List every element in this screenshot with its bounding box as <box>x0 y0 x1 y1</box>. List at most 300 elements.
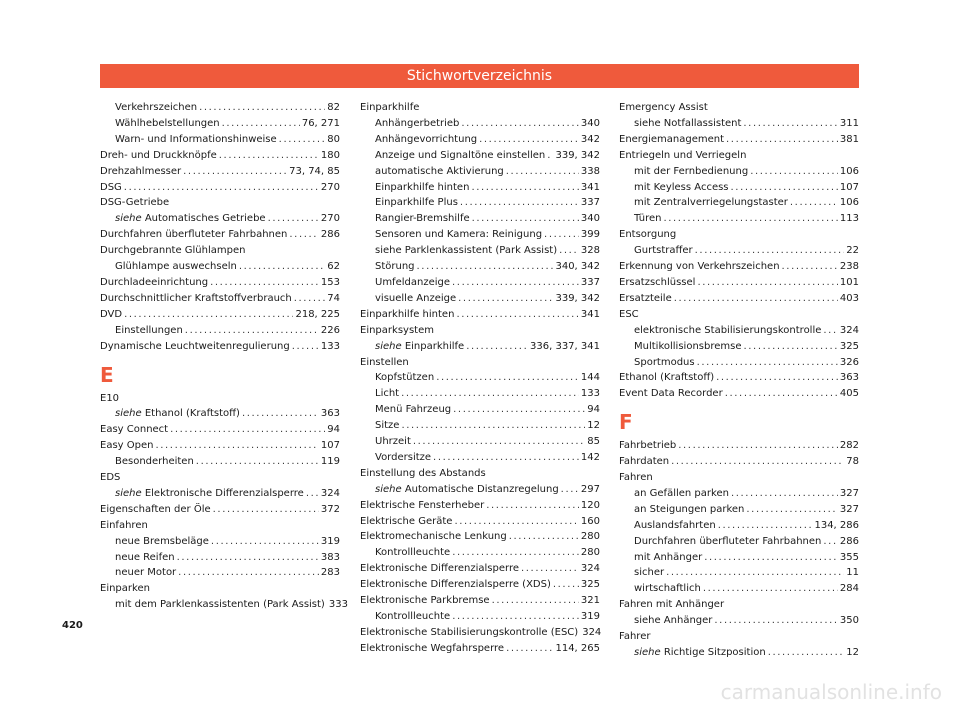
entry-label <box>100 164 181 180</box>
index-subentry <box>360 609 600 625</box>
page-reference: 340 <box>580 213 600 225</box>
entry-text: Dynamische Leuchtweitenregulierung <box>100 340 290 352</box>
index-entry <box>360 307 600 323</box>
entry-text: Sensoren und Kamera: Reinigung <box>375 229 543 241</box>
leader-dots <box>292 339 319 355</box>
index-entry <box>619 629 859 645</box>
entry-label <box>375 386 399 402</box>
leader-dots <box>177 550 319 566</box>
entry-label <box>100 275 208 291</box>
index-column-2 <box>360 100 600 657</box>
entry-text: Elektronische Differenzialsperre <box>144 487 304 499</box>
index-subentry <box>360 370 600 386</box>
entry-label <box>619 275 695 291</box>
leader-dots <box>466 339 528 355</box>
entry-text: DSG <box>100 181 122 193</box>
index-entry <box>619 438 859 454</box>
entry-text: Einstellung des Abstands <box>360 467 486 479</box>
page-reference: 282 <box>839 440 859 452</box>
index-entry <box>100 438 340 454</box>
index-entry <box>100 164 340 180</box>
entry-text: Elektronische Differenzialsperre (XDS) <box>360 579 551 591</box>
index-subentry <box>360 291 600 307</box>
entry-label <box>634 180 729 196</box>
index-entry <box>619 259 859 275</box>
index-subentry <box>619 565 859 581</box>
entry-text: elektronische Stabilisierungskontrolle <box>634 324 822 336</box>
entry-text: mit dem Parklenkassistenten (Park Assist) <box>115 599 325 611</box>
index-subentry <box>100 406 340 422</box>
leader-dots <box>559 243 579 259</box>
leader-dots <box>547 148 553 164</box>
entry-label <box>619 291 672 307</box>
entry-text: Entsorgung <box>619 229 677 241</box>
index-subentry <box>619 613 859 629</box>
entry-label <box>619 227 676 243</box>
entry-label <box>375 243 557 259</box>
entry-text: Drehzahlmesser <box>100 165 182 177</box>
leader-dots <box>213 502 319 518</box>
entry-text: Elektronische Wegfahrsperre <box>360 642 505 654</box>
page-reference: 107 <box>320 440 340 452</box>
index-entry <box>100 339 340 355</box>
entry-text: mit Zentralverriegelungstaster <box>634 197 788 209</box>
entry-text: an Gefällen parken <box>634 487 729 499</box>
entry-label <box>634 581 701 597</box>
index-letter-heading: F <box>619 410 633 435</box>
entry-text: Störung <box>375 261 415 273</box>
index-subentry <box>619 518 859 534</box>
index-entry <box>619 148 859 164</box>
entry-label <box>115 211 266 227</box>
page-reference: 399 <box>580 229 600 241</box>
entry-text: Dreh- und Druckknöpfe <box>100 149 217 161</box>
entry-label <box>100 243 245 259</box>
leader-dots <box>750 164 838 180</box>
page-reference: 270 <box>320 181 340 193</box>
entry-label <box>375 275 450 291</box>
index-entry <box>100 581 340 597</box>
index-column-3 <box>619 100 859 661</box>
entry-label <box>634 355 695 371</box>
entry-label <box>100 438 153 454</box>
index-subentry <box>360 227 600 243</box>
entry-label <box>375 227 542 243</box>
entry-text: Elektronische Stabilisierungskontrolle (ESC) <box>360 626 579 638</box>
page-reference: 106 <box>839 197 859 209</box>
entry-text: Durchladeeinrichtung <box>100 276 209 288</box>
entry-label <box>360 529 507 545</box>
index-entry <box>100 148 340 164</box>
page-reference: 120 <box>580 499 600 511</box>
leader-dots <box>183 164 287 180</box>
entry-label <box>100 148 217 164</box>
index-subentry <box>100 534 340 550</box>
index-entry <box>619 454 859 470</box>
page-reference: 280 <box>580 531 600 543</box>
entry-label <box>375 195 458 211</box>
siehe-reference: siehe <box>115 487 142 499</box>
leader-dots <box>306 486 319 502</box>
page-reference: 324 <box>320 487 340 499</box>
index-subentry <box>100 486 340 502</box>
entry-label <box>360 625 578 641</box>
entry-label <box>115 534 209 550</box>
index-subentry <box>100 116 340 132</box>
entry-text: Fahren <box>619 472 653 484</box>
entry-text: Sitze <box>375 420 400 432</box>
entry-text: Energiemanagement <box>619 133 725 145</box>
entry-label <box>619 370 714 386</box>
entry-text: Anzeige und Signaltöne einstellen <box>375 149 546 161</box>
leader-dots <box>472 211 579 227</box>
page-reference: 311 <box>839 117 859 129</box>
entry-label <box>100 227 287 243</box>
leader-dots <box>479 132 579 148</box>
index-entry <box>360 593 600 609</box>
leader-dots <box>458 291 553 307</box>
entry-label <box>619 629 650 645</box>
entry-text: neuer Motor <box>115 567 177 579</box>
page-reference: 324 <box>582 626 602 638</box>
index-subentry <box>100 454 340 470</box>
entry-label <box>360 498 484 514</box>
index-entry <box>100 422 340 438</box>
index-entry <box>619 100 859 116</box>
entry-label <box>115 454 194 470</box>
leader-dots <box>289 227 319 243</box>
leader-dots <box>452 275 579 291</box>
page-reference: 22 <box>846 245 859 257</box>
entry-text: Fahren mit Anhänger <box>619 599 725 611</box>
page-reference: 297 <box>580 483 600 495</box>
index-subentry <box>360 243 600 259</box>
leader-dots <box>294 291 326 307</box>
index-entry <box>360 355 600 371</box>
index-subentry <box>619 355 859 371</box>
page-reference: 319 <box>580 611 600 622</box>
index-subentry <box>100 132 340 148</box>
leader-dots <box>714 613 838 629</box>
page-reference: 325 <box>839 340 859 352</box>
entry-label <box>375 116 459 132</box>
leader-dots <box>461 116 579 132</box>
index-subentry <box>360 482 600 498</box>
leader-dots <box>185 323 319 339</box>
index-entry <box>100 502 340 518</box>
entry-text: siehe Notfallassistent <box>634 117 742 129</box>
entry-text: mit Anhänger <box>634 551 703 563</box>
entry-label <box>634 164 748 180</box>
leader-dots <box>506 641 553 657</box>
leader-dots <box>170 422 325 438</box>
page-reference: 101 <box>839 276 859 288</box>
index-subentry <box>619 645 859 661</box>
index-entry <box>100 243 340 259</box>
entry-label <box>619 148 746 164</box>
entry-text: siehe Parklenkassistent (Park Assist) <box>375 245 558 257</box>
entry-label <box>634 195 788 211</box>
entry-label <box>634 550 702 566</box>
entry-text: Event Data Recorder <box>619 388 723 400</box>
page-reference: 363 <box>839 372 859 384</box>
entry-text: Durchfahren überfluteter Fahrbahnen <box>100 229 288 241</box>
entry-text: Einparken <box>100 583 150 595</box>
entry-text: Erkennung von Verkehrszeichen <box>619 261 780 273</box>
page-reference: 180 <box>320 149 340 161</box>
entry-text: Durchgebrannte Glühlampen <box>100 245 246 257</box>
page-reference: 107 <box>839 181 859 193</box>
entry-label <box>360 577 551 593</box>
page-reference: 270 <box>320 213 340 225</box>
index-subentry <box>619 195 859 211</box>
leader-dots <box>718 518 813 534</box>
index-entry <box>619 227 859 243</box>
entry-text: Easy Open <box>100 440 154 452</box>
index-entry <box>100 195 340 211</box>
leader-dots <box>703 581 838 597</box>
index-subentry <box>619 550 859 566</box>
leader-dots <box>823 323 838 339</box>
entry-text: Durchfahren überfluteter Fahrbahnen <box>634 535 822 547</box>
entry-label <box>115 565 176 581</box>
entry-label <box>619 386 723 402</box>
index-entry <box>360 100 600 116</box>
page-reference: 350 <box>839 615 859 627</box>
leader-dots <box>219 148 319 164</box>
leader-dots <box>506 164 579 180</box>
index-entry <box>360 323 600 339</box>
entry-text: Multikollisionsbremse <box>634 340 742 352</box>
leader-dots <box>823 534 838 550</box>
entry-label <box>100 470 120 486</box>
entry-text: Durchschnittlicher Kraftstoffverbrauch <box>100 292 292 304</box>
index-subentry <box>360 434 600 450</box>
leader-dots <box>453 402 585 418</box>
page-reference: 133 <box>580 388 600 400</box>
page-reference: 325 <box>580 579 600 591</box>
entry-label <box>619 307 639 323</box>
entry-label <box>360 593 490 609</box>
entry-label <box>360 561 519 577</box>
index-letter-heading: E <box>100 362 114 387</box>
page-reference: 78 <box>846 456 859 468</box>
leader-dots <box>553 577 579 593</box>
entry-text: Easy Connect <box>100 424 169 436</box>
entry-label <box>375 545 450 561</box>
page-reference: 327 <box>839 487 859 499</box>
entry-label <box>100 180 122 196</box>
index-subentry <box>360 402 600 418</box>
leader-dots <box>199 100 325 116</box>
entry-text: Entriegeln und Verriegeln <box>619 149 747 161</box>
page-header <box>100 64 859 88</box>
leader-dots <box>674 291 838 307</box>
entry-label <box>634 613 712 629</box>
index-subentry <box>619 180 859 196</box>
page-reference: 76, 271 <box>301 117 340 129</box>
page-reference: 355 <box>839 551 859 563</box>
entry-text: Licht <box>375 388 400 400</box>
leader-dots <box>521 561 579 577</box>
index-subentry <box>619 581 859 597</box>
entry-text: Türen <box>634 213 662 225</box>
index-entry <box>619 307 859 323</box>
index-subentry <box>360 211 600 227</box>
entry-label <box>100 195 169 211</box>
page-reference: 114, 265 <box>555 642 600 654</box>
page-reference: 119 <box>320 456 340 468</box>
entry-label <box>360 514 452 530</box>
index-subentry <box>360 450 600 466</box>
siehe-reference: siehe <box>115 408 142 420</box>
leader-dots <box>471 180 578 196</box>
entry-label <box>619 454 669 470</box>
entry-label <box>375 450 431 466</box>
entry-text: Einfahren <box>100 519 148 531</box>
entry-label <box>115 259 237 275</box>
index-subentry <box>100 565 340 581</box>
entry-text: Einparkhilfe hinten <box>360 308 455 320</box>
index-subentry <box>360 339 600 355</box>
entry-label <box>375 434 411 450</box>
entry-text: Fahrdaten <box>619 456 670 468</box>
index-subentry <box>100 550 340 566</box>
page-reference: 327 <box>839 503 859 515</box>
leader-dots <box>671 454 844 470</box>
entry-label <box>100 291 292 307</box>
entry-text: Fahrer <box>619 631 651 643</box>
index-subentry <box>100 597 348 613</box>
entry-label <box>115 323 183 339</box>
page-reference: 238 <box>839 261 859 273</box>
leader-dots <box>222 116 300 132</box>
index-subentry <box>360 116 600 132</box>
entry-label <box>634 211 661 227</box>
page-reference: 11 <box>846 567 859 579</box>
entry-label <box>115 486 304 502</box>
page-reference: 142 <box>580 451 600 463</box>
entry-text: Einparkhilfe <box>360 102 420 113</box>
page-reference: 153 <box>320 276 340 288</box>
leader-dots <box>124 307 293 323</box>
leader-dots <box>268 211 319 227</box>
entry-text: Sportmodus <box>634 356 695 368</box>
leader-dots <box>436 370 579 386</box>
entry-text: Elektronische Differenzialsperre <box>360 563 519 575</box>
index-entry <box>100 391 340 407</box>
leader-dots <box>726 132 838 148</box>
entry-text: Kontrollleuchte <box>375 547 451 559</box>
page-reference: 383 <box>320 551 340 563</box>
index-entry <box>360 625 600 641</box>
entry-label <box>100 307 122 323</box>
page-reference: 405 <box>839 388 859 400</box>
page-reference: 226 <box>320 324 340 336</box>
entry-text: Anhängevorrichtung <box>375 133 478 145</box>
page-reference: 363 <box>320 408 340 420</box>
leader-dots <box>155 438 318 454</box>
entry-text: Einparkhilfe <box>404 340 465 352</box>
leader-dots <box>768 645 845 661</box>
index-subentry <box>619 243 859 259</box>
entry-label <box>360 100 419 116</box>
entry-label <box>115 100 197 116</box>
entry-text: Elektrische Fensterheber <box>360 499 485 511</box>
leader-dots <box>242 406 319 422</box>
leader-dots <box>413 434 585 450</box>
page-reference: 12 <box>587 420 600 432</box>
page-reference: 94 <box>327 424 340 436</box>
page-reference: 85 <box>587 436 600 448</box>
page-reference: 337 <box>580 276 600 288</box>
page-reference: 381 <box>839 133 859 145</box>
index-subentry <box>360 195 600 211</box>
index-subentry <box>619 323 859 339</box>
page-reference: 82 <box>327 102 340 113</box>
leader-dots <box>492 593 579 609</box>
entry-text: Emergency Assist <box>619 102 708 113</box>
page-reference: 321 <box>580 595 600 607</box>
entry-text: siehe Anhänger <box>634 615 713 627</box>
index-entry <box>619 370 859 386</box>
page-reference: 286 <box>839 535 859 547</box>
entry-text: Eigenschaften der Öle <box>100 503 211 515</box>
entry-text: Elektronische Parkbremse <box>360 595 490 607</box>
entry-text: Umfeldanzeige <box>375 276 451 288</box>
leader-dots <box>401 418 585 434</box>
entry-text: Rangier-Bremshilfe <box>375 213 470 225</box>
leader-dots <box>211 534 319 550</box>
leader-dots <box>782 259 838 275</box>
page-reference: 73, 74, 85 <box>289 165 340 177</box>
page-reference: 134, 286 <box>814 519 859 531</box>
entry-label <box>619 470 653 486</box>
leader-dots <box>178 565 319 581</box>
leader-dots <box>486 498 579 514</box>
entry-label <box>375 291 456 307</box>
leader-dots <box>695 243 845 259</box>
siehe-reference: siehe <box>115 213 142 225</box>
entry-text: mit Keyless Access <box>634 181 729 193</box>
index-subentry <box>619 211 859 227</box>
index-subentry <box>619 164 859 180</box>
entry-label <box>360 641 504 657</box>
entry-text: Ersatzteile <box>619 292 672 304</box>
leader-dots <box>124 180 319 196</box>
entry-label <box>360 355 409 371</box>
entry-text: EDS <box>100 472 121 484</box>
page-reference: 341 <box>580 308 600 320</box>
page-reference: 12 <box>846 647 859 658</box>
leader-dots <box>697 275 837 291</box>
leader-dots <box>452 545 579 561</box>
entry-label <box>100 502 211 518</box>
entry-label <box>100 518 148 534</box>
index-entry <box>100 291 340 307</box>
index-subentry <box>100 259 340 275</box>
leader-dots <box>210 275 319 291</box>
entry-label <box>619 100 708 116</box>
entry-label <box>375 418 399 434</box>
entry-label <box>634 323 821 339</box>
leader-dots <box>731 180 838 196</box>
entry-label <box>375 370 434 386</box>
page-reference: 324 <box>580 563 600 575</box>
entry-label <box>115 116 220 132</box>
entry-text: Glühlampe auswechseln <box>115 261 237 273</box>
entry-text: an Steigungen parken <box>634 503 745 515</box>
